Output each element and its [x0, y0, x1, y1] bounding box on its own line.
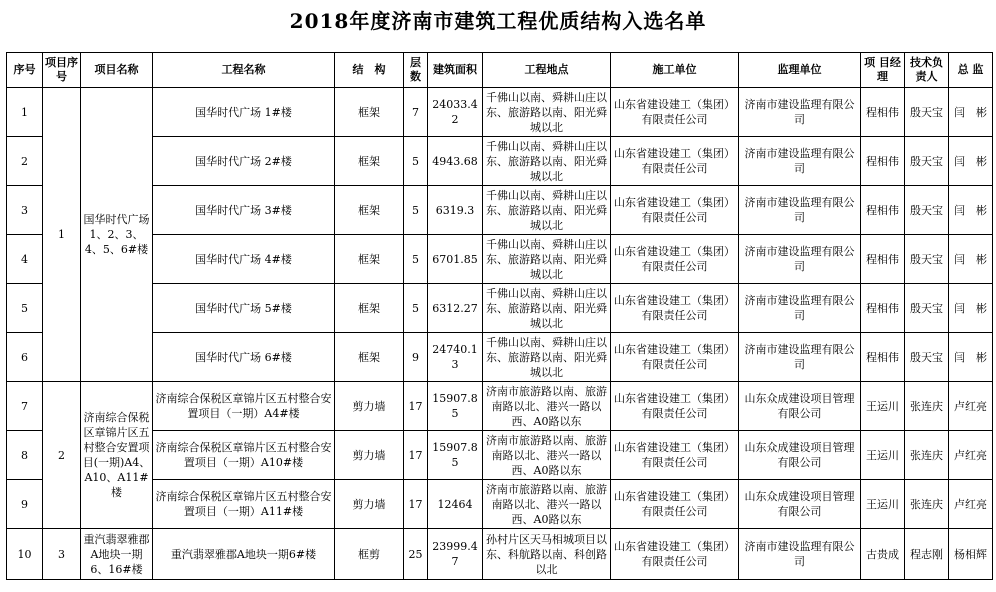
- table-row: [7, 529, 993, 580]
- cell-floors: 9: [404, 333, 428, 382]
- cell-project-seq: 3: [43, 529, 81, 580]
- cell-chief-supervisor: 杨相辉: [949, 529, 993, 580]
- cell-seq: 8: [7, 431, 43, 480]
- cell-area: 24033.42: [428, 88, 483, 137]
- cell-contractor: 山东省建设建工（集团）有限责任公司: [611, 88, 739, 137]
- cell-contractor: 山东省建设建工（集团）有限责任公司: [611, 333, 739, 382]
- cell-building-name: 国华时代广场 4#楼: [153, 235, 335, 284]
- header-location: 工程地点: [483, 53, 611, 88]
- cell-area: 4943.68: [428, 137, 483, 186]
- table-row: [7, 88, 993, 137]
- cell-building-name: 国华时代广场 6#楼: [153, 333, 335, 382]
- cell-project-manager: 程相伟: [861, 284, 905, 333]
- cell-supervisor: 山东众成建设项目管理有限公司: [739, 431, 861, 480]
- cell-location: 千佛山以南、舜耕山庄以东、旅游路以南、阳光舜城以北: [483, 284, 611, 333]
- cell-tech-lead: 张连庆: [905, 382, 949, 431]
- cell-floors: 5: [404, 284, 428, 333]
- cell-building-name: 国华时代广场 2#楼: [153, 137, 335, 186]
- cell-structure: 框架: [335, 284, 404, 333]
- cell-location: 千佛山以南、舜耕山庄以东、旅游路以南、阳光舜城以北: [483, 333, 611, 382]
- header-area: 建筑面积: [428, 53, 483, 88]
- table-row: [7, 333, 993, 382]
- cell-floors: 7: [404, 88, 428, 137]
- cell-contractor: 山东省建设建工（集团）有限责任公司: [611, 235, 739, 284]
- cell-supervisor: 济南市建设监理有限公司: [739, 137, 861, 186]
- cell-tech-lead: 殷天宝: [905, 137, 949, 186]
- cell-tech-lead: 程志刚: [905, 529, 949, 580]
- header-tech-lead: 技术负责人: [905, 53, 949, 88]
- cell-area: 6701.85: [428, 235, 483, 284]
- table-row: [7, 186, 993, 235]
- cell-floors: 5: [404, 235, 428, 284]
- cell-location: 千佛山以南、舜耕山庄以东、旅游路以南、阳光舜城以北: [483, 186, 611, 235]
- cell-structure: 框架: [335, 333, 404, 382]
- header-chief-supervisor: 总 监: [949, 53, 993, 88]
- cell-building-name: 国华时代广场 1#楼: [153, 88, 335, 137]
- cell-project-manager: 程相伟: [861, 333, 905, 382]
- cell-chief-supervisor: 卢红亮: [949, 382, 993, 431]
- cell-supervisor: 山东众成建设项目管理有限公司: [739, 480, 861, 529]
- cell-building-name: 国华时代广场 3#楼: [153, 186, 335, 235]
- cell-seq: 3: [7, 186, 43, 235]
- cell-building-name: 济南综合保税区章锦片区五村整合安置项目（一期）A10#楼: [153, 431, 335, 480]
- cell-seq: 2: [7, 137, 43, 186]
- table-row: [7, 431, 993, 480]
- cell-floors: 5: [404, 137, 428, 186]
- cell-building-name: 国华时代广场 5#楼: [153, 284, 335, 333]
- cell-chief-supervisor: 闫 彬: [949, 235, 993, 284]
- cell-tech-lead: 殷天宝: [905, 88, 949, 137]
- cell-seq: 9: [7, 480, 43, 529]
- cell-project-manager: 程相伟: [861, 137, 905, 186]
- cell-floors: 5: [404, 186, 428, 235]
- cell-area: 12464: [428, 480, 483, 529]
- cell-structure: 剪力墙: [335, 431, 404, 480]
- cell-chief-supervisor: 闫 彬: [949, 333, 993, 382]
- header-floors: 层数: [404, 53, 428, 88]
- header-contractor: 施工单位: [611, 53, 739, 88]
- cell-supervisor: 济南市建设监理有限公司: [739, 284, 861, 333]
- table-row: [7, 235, 993, 284]
- cell-area: 15907.85: [428, 382, 483, 431]
- cell-structure: 剪力墙: [335, 382, 404, 431]
- cell-supervisor: 山东众成建设项目管理有限公司: [739, 382, 861, 431]
- roster-table: [6, 52, 993, 580]
- cell-project-manager: 王运川: [861, 382, 905, 431]
- cell-floors: 25: [404, 529, 428, 580]
- cell-project-manager: 程相伟: [861, 186, 905, 235]
- cell-seq: 6: [7, 333, 43, 382]
- header-project-name: 项目名称: [81, 53, 153, 88]
- cell-chief-supervisor: 闫 彬: [949, 186, 993, 235]
- cell-structure: 框架: [335, 137, 404, 186]
- cell-contractor: 山东省建设建工（集团）有限责任公司: [611, 529, 739, 580]
- cell-supervisor: 济南市建设监理有限公司: [739, 529, 861, 580]
- cell-floors: 17: [404, 480, 428, 529]
- cell-contractor: 山东省建设建工（集团）有限责任公司: [611, 431, 739, 480]
- cell-building-name: 济南综合保税区章锦片区五村整合安置项目（一期）A4#楼: [153, 382, 335, 431]
- cell-structure: 框剪: [335, 529, 404, 580]
- cell-location: 千佛山以南、舜耕山庄以东、旅游路以南、阳光舜城以北: [483, 88, 611, 137]
- cell-floors: 17: [404, 382, 428, 431]
- cell-tech-lead: 张连庆: [905, 480, 949, 529]
- cell-tech-lead: 张连庆: [905, 431, 949, 480]
- header-structure: 结 构: [335, 53, 404, 88]
- cell-project-manager: 程相伟: [861, 88, 905, 137]
- cell-area: 6319.3: [428, 186, 483, 235]
- header-building-name: 工程名称: [153, 53, 335, 88]
- cell-project-name: 济南综合保税区章锦片区五村整合安置项目(一期)A4、A10、A11#楼: [81, 382, 153, 529]
- cell-project-name: 重汽翡翠雅郡A地块一期6、16#楼: [81, 529, 153, 580]
- cell-chief-supervisor: 闫 彬: [949, 88, 993, 137]
- cell-building-name: 重汽翡翠雅郡A地块一期6#楼: [153, 529, 335, 580]
- cell-chief-supervisor: 闫 彬: [949, 137, 993, 186]
- cell-location: 千佛山以南、舜耕山庄以东、旅游路以南、阳光舜城以北: [483, 235, 611, 284]
- cell-project-seq: 1: [43, 88, 81, 382]
- cell-project-name: 国华时代广场1、2、3、4、5、6#楼: [81, 88, 153, 382]
- cell-tech-lead: 殷天宝: [905, 333, 949, 382]
- cell-contractor: 山东省建设建工（集团）有限责任公司: [611, 382, 739, 431]
- header-seq: 序号: [7, 53, 43, 88]
- cell-location: 千佛山以南、舜耕山庄以东、旅游路以南、阳光舜城以北: [483, 137, 611, 186]
- cell-structure: 框架: [335, 88, 404, 137]
- cell-seq: 10: [7, 529, 43, 580]
- cell-structure: 剪力墙: [335, 480, 404, 529]
- table-row: [7, 382, 993, 431]
- cell-structure: 框架: [335, 186, 404, 235]
- cell-structure: 框架: [335, 235, 404, 284]
- cell-tech-lead: 殷天宝: [905, 186, 949, 235]
- cell-contractor: 山东省建设建工（集团）有限责任公司: [611, 480, 739, 529]
- cell-project-manager: 程相伟: [861, 235, 905, 284]
- cell-tech-lead: 殷天宝: [905, 284, 949, 333]
- table-row: [7, 284, 993, 333]
- cell-area: 6312.27: [428, 284, 483, 333]
- cell-project-manager: 王运川: [861, 480, 905, 529]
- cell-tech-lead: 殷天宝: [905, 235, 949, 284]
- cell-location: 济南市旅游路以南、旅游南路以北、港兴一路以西、A0路以东: [483, 480, 611, 529]
- cell-contractor: 山东省建设建工（集团）有限责任公司: [611, 186, 739, 235]
- cell-project-manager: 王运川: [861, 431, 905, 480]
- cell-project-seq: 2: [43, 382, 81, 529]
- cell-seq: 4: [7, 235, 43, 284]
- cell-supervisor: 济南市建设监理有限公司: [739, 235, 861, 284]
- cell-floors: 17: [404, 431, 428, 480]
- cell-area: 15907.85: [428, 431, 483, 480]
- cell-seq: 7: [7, 382, 43, 431]
- cell-project-manager: 古贵成: [861, 529, 905, 580]
- page-title: 2018年度济南市建筑工程优质结构入选名单: [289, 9, 707, 33]
- cell-location: 孙村片区天马相城项目以东、科航路以南、科创路以北: [483, 529, 611, 580]
- cell-supervisor: 济南市建设监理有限公司: [739, 88, 861, 137]
- header-supervisor: 监理单位: [739, 53, 861, 88]
- table-row: [7, 137, 993, 186]
- cell-area: 23999.47: [428, 529, 483, 580]
- cell-location: 济南市旅游路以南、旅游南路以北、港兴一路以西、A0路以东: [483, 431, 611, 480]
- cell-building-name: 济南综合保税区章锦片区五村整合安置项目（一期）A11#楼: [153, 480, 335, 529]
- cell-area: 24740.13: [428, 333, 483, 382]
- cell-supervisor: 济南市建设监理有限公司: [739, 186, 861, 235]
- table-row: [7, 480, 993, 529]
- cell-chief-supervisor: 卢红亮: [949, 431, 993, 480]
- cell-location: 济南市旅游路以南、旅游南路以北、港兴一路以西、A0路以东: [483, 382, 611, 431]
- cell-chief-supervisor: 卢红亮: [949, 480, 993, 529]
- cell-contractor: 山东省建设建工（集团）有限责任公司: [611, 284, 739, 333]
- header-project-seq: 项目序号: [43, 53, 81, 88]
- cell-seq: 1: [7, 88, 43, 137]
- header-project-manager: 项 目经 理: [861, 53, 905, 88]
- cell-contractor: 山东省建设建工（集团）有限责任公司: [611, 137, 739, 186]
- cell-chief-supervisor: 闫 彬: [949, 284, 993, 333]
- cell-seq: 5: [7, 284, 43, 333]
- header-row: [7, 53, 993, 88]
- cell-supervisor: 济南市建设监理有限公司: [739, 333, 861, 382]
